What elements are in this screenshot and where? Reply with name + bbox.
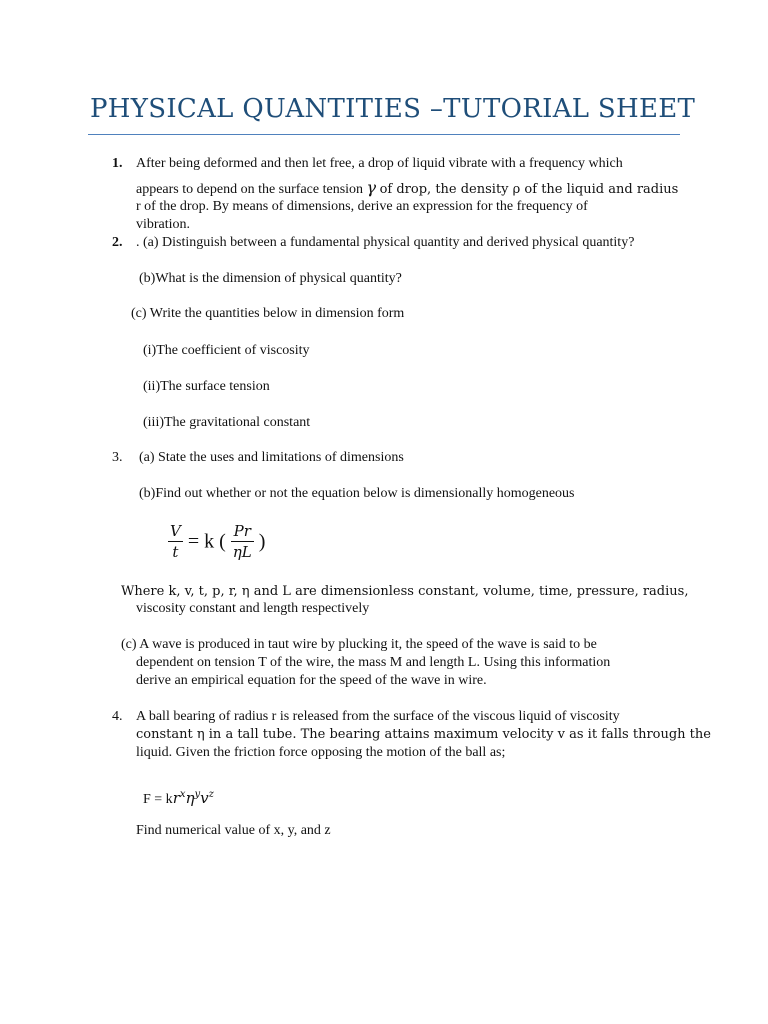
equation-close: ) — [258, 530, 266, 553]
question-3-part-c-line-1: (c) A wave is produced in taut wire by plucking it, the speed of the wave is said to be — [121, 637, 597, 652]
question-4-find: Find numerical value of x, y, and z — [136, 823, 331, 838]
question-3-part-c-line-2: dependent on tension T of the wire, the mass M and length L. Using this information — [136, 655, 611, 670]
v-base: v — [200, 789, 209, 807]
x-exponent: x — [179, 789, 186, 800]
question-1-line-2 — [136, 179, 678, 199]
gamma-symbol: γ — [366, 178, 377, 197]
question-2-item-i: (i)The coefficient of viscosity — [143, 343, 310, 358]
question-1-number: 1. — [112, 156, 123, 171]
question-3-part-b: (b)Find out whether or not the equation below is dimensionally homogeneous — [139, 486, 575, 501]
lhs-numerator: V — [170, 521, 181, 540]
question-1-line-1: After being deformed and then let free, a drop of liquid vibrate with a frequency which — [136, 156, 623, 171]
eta-base: η — [185, 789, 195, 807]
question-4-line-1: A ball bearing of radius r is released from the surface of the viscous liquid of viscosity — [136, 709, 620, 724]
question-1-line-3: r of the drop. By means of dimensions, derive an expression for the frequency of — [136, 199, 588, 214]
question-4-line-3: liquid. Given the friction force opposing the motion of the ball as; — [136, 745, 506, 760]
question-2-part-a: . (a) Distinguish between a fundamental physical quantity and derived physical quantity? — [136, 235, 635, 250]
question-4-number: 4. — [112, 709, 123, 724]
question-3-where-line-1: Where k, v, t, p, r, η and L are dimensionless constant, volume, time, pressure, radius, — [121, 584, 689, 599]
question-2-part-b: (b)What is the dimension of physical quantity? — [139, 271, 402, 286]
rhs-numerator: Pr — [231, 521, 254, 542]
z-exponent: z — [208, 789, 214, 800]
rhs-denominator: ηL — [232, 542, 252, 561]
question-1-line-2b: of drop, the density ρ of the liquid and radius — [379, 182, 679, 197]
question-2-number: 2. — [112, 235, 123, 250]
question-3-part-c-line-3: derive an empirical equation for the speed of the wave in wire. — [136, 673, 487, 688]
question-1-line-2a: appears to depend on the surface tension — [136, 182, 364, 197]
title-underline — [88, 134, 680, 135]
lhs-fraction — [168, 521, 183, 562]
friction-force-equation — [143, 784, 214, 811]
y-exponent: y — [194, 789, 201, 800]
question-3-number: 3. — [112, 450, 123, 465]
question-3-part-a: (a) State the uses and limitations of dimensions — [139, 450, 404, 465]
homogeneity-equation — [168, 518, 265, 563]
force-prefix: F = k — [143, 792, 173, 807]
question-3-where-line-2: viscosity constant and length respectively — [136, 601, 370, 616]
question-1-line-4: vibration. — [136, 217, 191, 232]
page-title: PHYSICAL QUANTITIES –TUTORIAL SHEET — [90, 94, 696, 124]
question-2-item-ii: (ii)The surface tension — [143, 379, 270, 394]
question-4-line-2: constant η in a tall tube. The bearing attains maximum velocity v as it falls through the — [136, 727, 711, 742]
lhs-denominator: t — [172, 542, 179, 561]
rhs-fraction — [231, 521, 254, 562]
question-2-item-iii: (iii)The gravitational constant — [143, 415, 311, 430]
question-2-part-c: (c) Write the quantities below in dimension form — [131, 306, 405, 321]
r-base: r — [172, 789, 180, 807]
equation-middle: = k ( — [187, 530, 226, 553]
